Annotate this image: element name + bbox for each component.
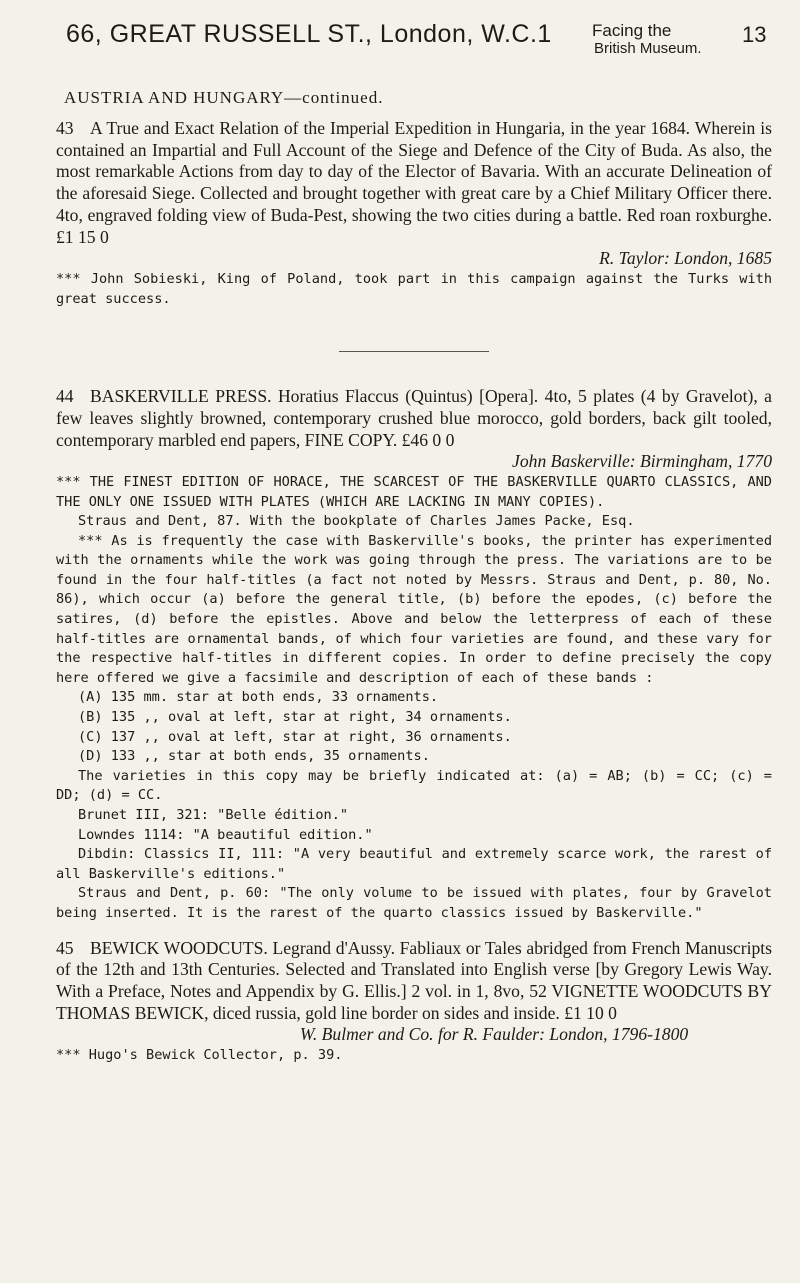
band-c: (C) 137 ,, oval at left, star at right, 36 ornaments. — [78, 728, 512, 745]
entry-note-straus: Straus and Dent, p. 60: "The only volume to be issued with plates, four by Gravelot being inserted. It is the rarest of the quarto classics issued by Baskerville." — [56, 885, 772, 921]
entry-imprint: W. Bulmer and Co. for R. Faulder: London, 1796-1800 — [299, 1024, 689, 1045]
catalogue-entry-43 — [56, 118, 772, 309]
page-number: 13 — [742, 22, 767, 47]
section-title: AUSTRIA AND HUNGARY—continued. — [64, 88, 384, 107]
band-a: (A) 135 mm. star at both ends, 33 ornaments. — [78, 689, 439, 706]
band-b: (B) 135 ,, oval at left, star at right, 34 ornaments. — [78, 709, 512, 726]
entry-note-highlight: *** THE FINEST EDITION OF HORACE, THE SCARCEST OF THE BASKERVILLE QUARTO CLASSICS, AND THE ONLY ONE ISSUED WITH PLATES (WHICH ARE LACKING IN MANY COPIES). — [56, 473, 772, 510]
entry-note: *** Hugo's Bewick Collector, p. 39. — [56, 1047, 343, 1064]
entry-number: 45 — [56, 937, 74, 958]
entry-body: BEWICK WOODCUTS. Legrand d'Aussy. Fabliaux or Tales abridged from French Manuscripts of the 12th and 13th Centuries. Selected and Translated into English verse [by Gregory Lewis Way. With a Preface, Notes and Appendix by G. Ellis.] 2 vol. in 1, 8vo, 52 VIGNETTE WOODCUTS BY THOMAS BEWICK, diced russia, gold line border on sides and inside. £1 10 0 — [56, 937, 772, 1023]
entry-imprint: R. Taylor: London, 1685 — [599, 248, 772, 269]
entry-note-lowndes: Lowndes 1114: "A beautiful edition." — [78, 826, 373, 843]
catalogue-page — [56, 10, 772, 1066]
header-facing: Facing the — [592, 21, 672, 40]
entry-note-varieties: The varieties in this copy may be briefly indicated at: (a) = AB; (b) = CC; (c) = DD; (d) = CC. — [56, 767, 772, 804]
entry-number: 43 — [56, 118, 74, 138]
entry-note: *** John Sobieski, King of Poland, took part in this campaign against the Turks with great success. — [56, 270, 772, 307]
entry-body: A True and Exact Relation of the Imperial Expedition in Hungaria, in the year 1684. Wherein is contained an Impartial and Full Account of the Siege and Defence of the City of Buda. As also, the most remarkable Actions from day to day of the Elector of Bavaria. With an accurate Delineation of the aforesaid Siege. Collected and brought together with great care by a Chief Military Officer there. 4to, engraved folding view of Buda-Pest, showing the two cities during a battle. Red roan roxburghe. £1 15 0 — [56, 118, 772, 247]
entry-number: 44 — [56, 386, 74, 407]
entry-body: BASKERVILLE PRESS. Horatius Flaccus (Quintus) [Opera]. 4to, 5 plates (4 by Gravelot), a few leaves slightly browned, contemporary crushed blue morocco, gold borders, back gilt tooled, contemporary marbled end papers, FINE COPY. £46 0 0 — [56, 386, 772, 450]
entry-note-reference: Straus and Dent, 87. With the bookplate of Charles James Packe, Esq. — [78, 513, 635, 530]
band-d: (D) 133 ,, star at both ends, 35 ornaments. — [78, 748, 430, 765]
entry-note-brunet: Brunet III, 321: "Belle édition." — [78, 807, 349, 824]
entry-imprint: John Baskerville: Birmingham, 1770 — [512, 451, 772, 472]
catalogue-entry-45 — [56, 938, 772, 1066]
entry-note-variations: *** As is frequently the case with Baskerville's books, the printer has experimented with the ornaments while the work was going through the press. The variations are to be found in the four half-titles (a fact not noted by Messrs. Straus and Dent, p. 80, No. 86), which occur (a) before the general title, (b) before the epodes, (c) before the satires, (d) before the epistles. Above and below the letterpress of each of these half-titles are ornamental bands, of which four varieties are found, and these vary for the respective half-titles in different copies. In order to define precisely the copy here offered we give a facsimile and description of each of these bands : — [56, 532, 772, 686]
header-museum: British Museum. — [594, 40, 702, 57]
page-header — [56, 10, 772, 70]
spacer — [56, 924, 772, 938]
catalogue-entry-44 — [56, 386, 772, 923]
header-address: 66, GREAT RUSSELL ST., London, W.C.1 — [66, 20, 552, 48]
entry-note-dibdin: Dibdin: Classics II, 111: "A very beautiful and extremely scarce work, the rarest of all Baskerville's editions." — [56, 846, 772, 882]
divider-rule — [339, 351, 489, 352]
